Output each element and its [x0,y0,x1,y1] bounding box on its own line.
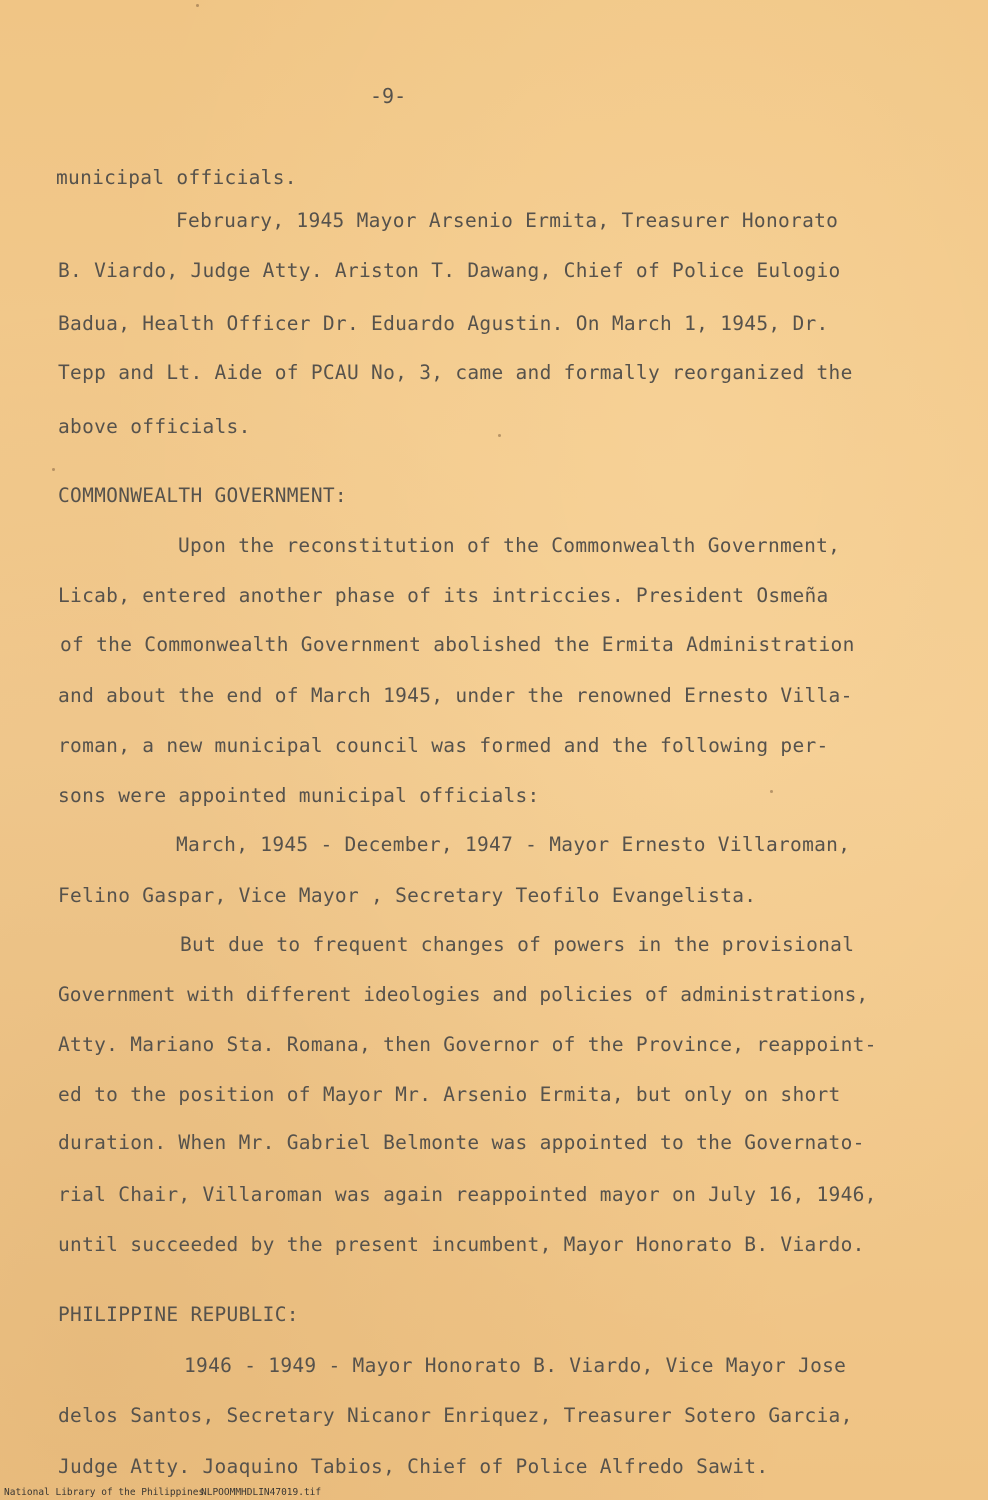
text-line: Licab, entered another phase of its intriccies. President Osmeña [58,584,829,607]
text-line: until succeeded by the present incumbent, Mayor Honorato B. Viardo. [58,1233,865,1256]
text-line: Tepp and Lt. Aide of PCAU No, 3, came and formally reorganized the [58,361,853,384]
text-line: 1946 - 1949 - Mayor Honorato B. Viardo, Vice Mayor Jose [184,1354,847,1377]
paper-speck [498,434,501,437]
text-line: rial Chair, Villaroman was again reappointed mayor on July 16, 1946, [58,1183,877,1206]
text-line: B. Viardo, Judge Atty. Ariston T. Dawang, Chief of Police Eulogio [58,259,841,282]
page-number: -9- [370,84,407,108]
paper-speck [770,790,773,793]
text-line: roman, a new municipal council was formed and the following per- [58,734,829,757]
text-line: Judge Atty. Joaquino Tabios, Chief of Police Alfredo Sawit. [58,1455,769,1478]
footer-filename: NLPOOMMHDLIN47019.tif [201,1487,322,1498]
text-line: Badua, Health Officer Dr. Eduardo Agustin. On March 1, 1945, Dr. [58,312,829,335]
paper-speck [52,468,55,471]
text-line: Felino Gaspar, Vice Mayor , Secretary Teofilo Evangelista. [58,884,757,907]
text-line: Upon the reconstitution of the Commonwealth Government, [178,534,841,557]
text-line: of the Commonwealth Government abolished the Ermita Administration [60,633,855,656]
text-line: and about the end of March 1945, under the renowned Ernesto Villa- [58,684,853,707]
text-line: Government with different ideologies and policies of administrations, [58,983,869,1006]
text-line: But due to frequent changes of powers in the provisional [180,933,855,956]
text-line: above officials. [58,415,251,438]
footer-library: National Library of the Philippines [4,1487,205,1498]
text-line: March, 1945 - December, 1947 - Mayor Ernesto Villaroman, [176,833,851,856]
section-heading-commonwealth: COMMONWEALTH GOVERNMENT: [58,484,347,507]
text-line: delos Santos, Secretary Nicanor Enriquez, Treasurer Sotero Garcia, [58,1404,853,1427]
text-line: municipal officials. [56,166,297,189]
section-heading-republic: PHILIPPINE REPUBLIC: [58,1303,299,1326]
text-line: sons were appointed municipal officials: [58,784,540,807]
text-line: duration. When Mr. Gabriel Belmonte was appointed to the Governato- [58,1131,865,1154]
paper-speck [196,4,199,7]
text-line: February, 1945 Mayor Arsenio Ermita, Treasurer Honorato [176,209,839,232]
text-line: ed to the position of Mayor Mr. Arsenio Ermita, but only on short [58,1083,841,1106]
text-line: Atty. Mariano Sta. Romana, then Governor of the Province, reappoint- [58,1033,877,1056]
